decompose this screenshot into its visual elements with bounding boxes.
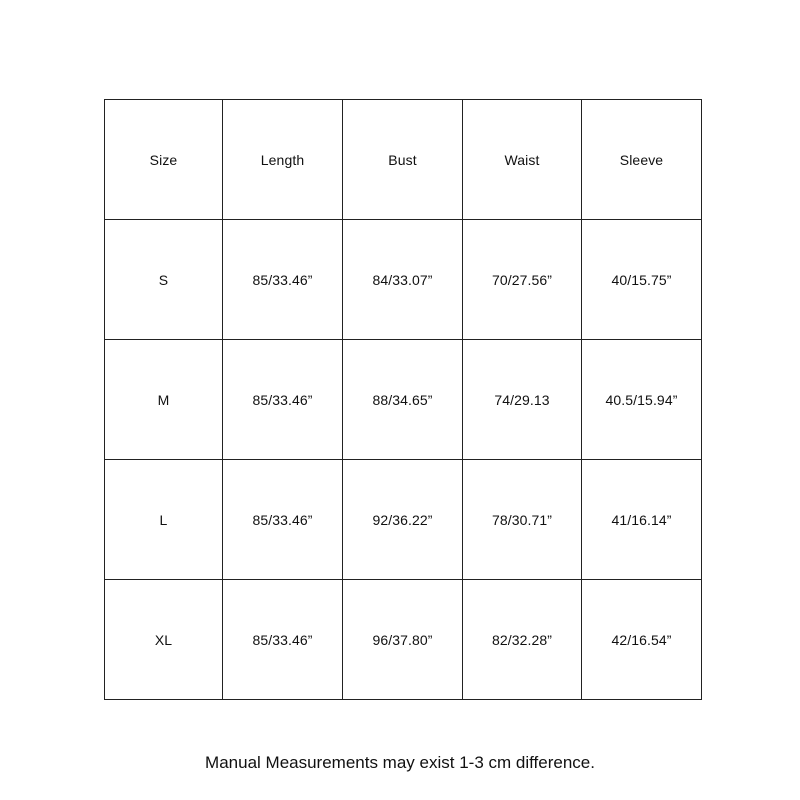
table-row (105, 460, 702, 580)
table-row (105, 340, 702, 460)
cell-sleeve: 42/16.54” (582, 580, 702, 700)
table-header-row (105, 100, 702, 220)
measurement-footnote: Manual Measurements may exist 1-3 cm difference. (205, 753, 595, 772)
cell-sleeve: 40.5/15.94” (582, 340, 702, 460)
cell-size: S (105, 220, 223, 340)
header-length: Length (223, 100, 343, 220)
cell-waist: 70/27.56” (463, 220, 582, 340)
table-row (105, 580, 702, 700)
cell-length: 85/33.46” (223, 460, 343, 580)
cell-length: 85/33.46” (223, 220, 343, 340)
header-size: Size (105, 100, 223, 220)
cell-bust: 92/36.22” (343, 460, 463, 580)
cell-length: 85/33.46” (223, 340, 343, 460)
cell-waist: 78/30.71” (463, 460, 582, 580)
cell-sleeve: 40/15.75” (582, 220, 702, 340)
cell-waist: 74/29.13 (463, 340, 582, 460)
cell-bust: 96/37.80” (343, 580, 463, 700)
size-chart-table (104, 99, 702, 700)
cell-size: L (105, 460, 223, 580)
cell-bust: 84/33.07” (343, 220, 463, 340)
cell-size: M (105, 340, 223, 460)
cell-sleeve: 41/16.14” (582, 460, 702, 580)
table-row (105, 220, 702, 340)
header-waist: Waist (463, 100, 582, 220)
header-sleeve: Sleeve (582, 100, 702, 220)
cell-bust: 88/34.65” (343, 340, 463, 460)
cell-waist: 82/32.28” (463, 580, 582, 700)
cell-size: XL (105, 580, 223, 700)
cell-length: 85/33.46” (223, 580, 343, 700)
header-bust: Bust (343, 100, 463, 220)
